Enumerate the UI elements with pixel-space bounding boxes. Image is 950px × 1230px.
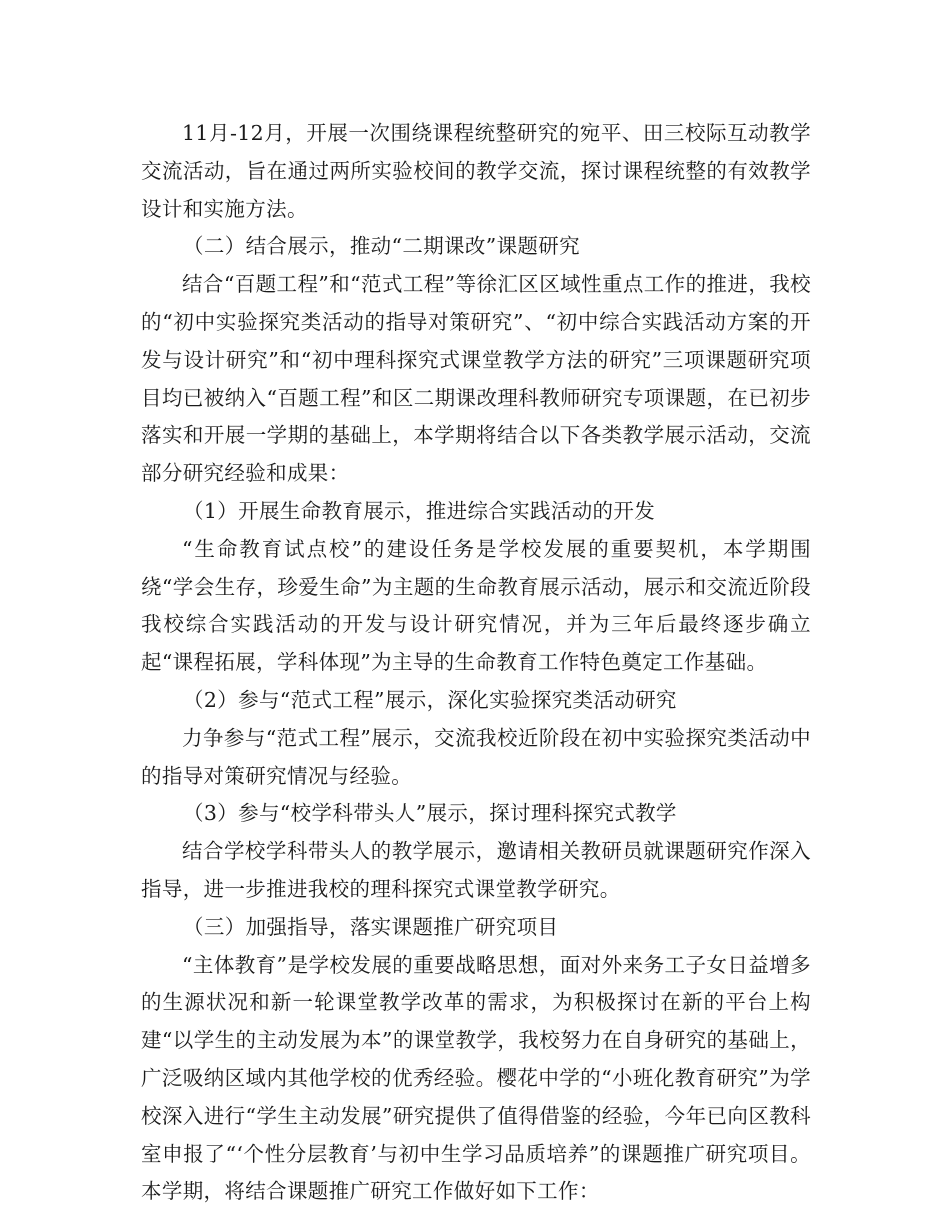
section-heading-2: （二）结合展示，推动“二期课改”课题研究 (183, 234, 580, 259)
paragraph-subject-leader: 结合学校学科带头人的教学展示，邀请相关教研员就课题研究作深入指导，进一步推进我校的理科探究式课堂教学研究。 (141, 839, 811, 901)
subheading-3: （3）参与“校学科带头人”展示，探讨理科探究式教学 (183, 801, 677, 826)
subheading-1: （1）开展生命教育展示，推进综合实践活动的开发 (183, 498, 656, 523)
paragraph-subject-education: “主体教育”是学校发展的重要战略思想，面对外来务工子女日益增多的生源状况和新一轮课堂教学改革的需求，为积极探讨在新的平台上构建“以学生的主动发展为本”的课堂教学，我校努力在自身研究的基础上，广泛吸纳区域内其他学校的优秀经验。樱花中学的“小班化教育研究”为学校深入进行“学生主动发展”研究提供了值得借鉴的经验，今年已向区教科室申报了“‘个性分层教育’与初中生学习品质培养”的课题推广研究项目。本学期，将结合课题推广研究工作做好如下工作： (141, 952, 811, 1204)
paragraph-paradigm-project: 力争参与“范式工程”展示，交流我校近阶段在初中实验探究类活动中的指导对策研究情况与经验。 (141, 725, 811, 788)
section-heading-3: （三）加强指导，落实课题推广研究项目 (183, 914, 559, 939)
paragraph-project-research: 结合“百题工程”和“范式工程”等徐汇区区域性重点工作的推进，我校的“初中实验探究类活动的指导对策研究”、“初中综合实践活动方案的开发与设计研究”和“初中理科探究式课堂教学方法的研究”三项课题研究项目均已被纳入“百题工程”和区二期课改理科教师研究专项课题，在已初步落实和开展一学期的基础上，本学期将结合以下各类教学展示活动，交流部分研究经验和成果： (141, 272, 811, 486)
document-page (141, 115, 811, 1211)
paragraph-exchange-activity: 11月-12月，开展一次围绕课程统整研究的宛平、田三校际互动教学交流活动，旨在通过两所实验校间的教学交流，探讨课程统整的有效教学设计和实施方法。 (141, 121, 811, 221)
paragraph-life-education: “生命教育试点校”的建设任务是学校发展的重要契机，本学期围绕“学会生存，珍爱生命”为主题的生命教育展示活动，展示和交流近阶段我校综合实践活动的开发与设计研究情况，并为三年后最终逐步确立起“课程拓展，学科体现”为主导的生命教育工作特色奠定工作基础。 (141, 536, 811, 675)
subheading-2: （2）参与“范式工程”展示，深化实验探究类活动研究 (183, 687, 677, 712)
